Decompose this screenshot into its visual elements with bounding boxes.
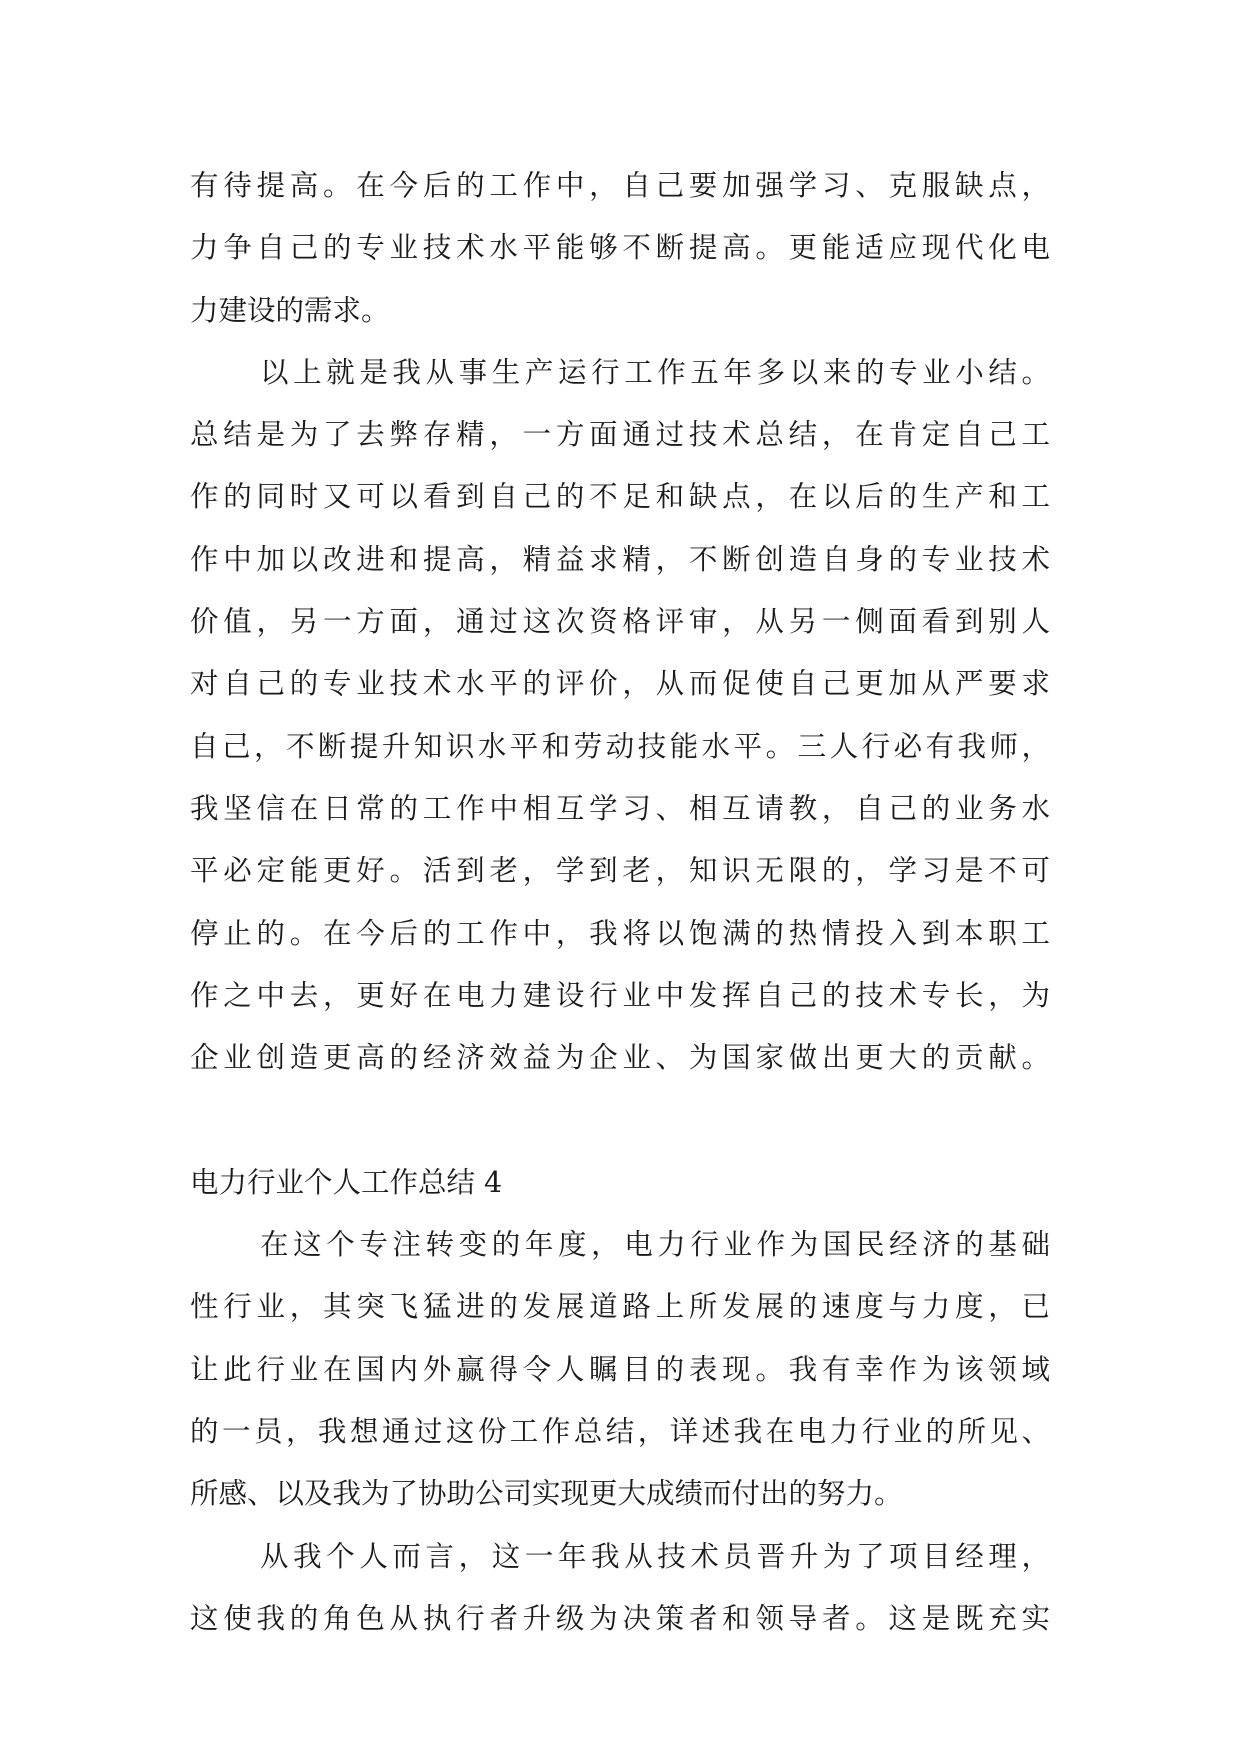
text-line: 性行业，其突飞猛进的发展道路上所发展的速度与力度，已: [190, 1290, 1050, 1324]
text-line: 这使我的角色从执行者升级为决策者和领导者。这是既充实: [190, 1601, 1050, 1635]
text-line: 平必定能更好。活到老，学到老，知识无限的，学习是不可: [190, 854, 1050, 888]
text-line: 作的同时又可以看到自己的不足和缺点，在以后的生产和工: [190, 480, 1050, 514]
text-line: 以上就是我从事生产运行工作五年多以来的专业小结。: [260, 355, 1050, 389]
text-line: 所感、以及我为了协助公司实现更大成绩而付出的努力。: [190, 1477, 903, 1511]
paragraph-personal: [190, 1526, 1050, 1651]
section-title: 电力行业个人工作总结 4: [190, 1165, 503, 1199]
text-line: 的一员，我想通过这份工作总结，详述我在电力行业的所见、: [190, 1414, 1050, 1448]
paragraph-continuation: [190, 155, 1050, 342]
paragraph-summary: [190, 342, 1050, 1090]
text-line: 力建设的需求。: [190, 293, 390, 327]
text-line: 对自己的专业技术水平的评价，从而促使自己更加从严要求: [190, 667, 1050, 701]
text-line: 让此行业在国内外赢得令人瞩目的表现。我有幸作为该领域: [190, 1352, 1050, 1386]
text-line: 在这个专注转变的年度，电力行业作为国民经济的基础: [260, 1228, 1050, 1262]
text-line: 从我个人而言，这一年我从技术员晋升为了项目经理，: [260, 1539, 1050, 1573]
text-line: 企业创造更高的经济效益为企业、为国家做出更大的贡献。: [190, 1041, 1050, 1075]
text-line: 总结是为了去弊存精，一方面通过技术总结，在肯定自己工: [190, 418, 1050, 452]
text-line: 作之中去，更好在电力建设行业中发挥自己的技术专长，为: [190, 978, 1050, 1012]
text-line: 力争自己的专业技术水平能够不断提高。更能适应现代化电: [190, 231, 1050, 265]
text-line: 价值，另一方面，通过这次资格评审，从另一侧面看到别人: [190, 605, 1050, 639]
document-body: [190, 155, 1050, 1650]
blank-line: [190, 1089, 1050, 1151]
text-line: 作中加以改进和提高，精益求精，不断创造自身的专业技术: [190, 542, 1050, 576]
text-line: 自己，不断提升知识水平和劳动技能水平。三人行必有我师，: [190, 729, 1050, 763]
text-line: 有待提高。在今后的工作中，自己要加强学习、克服缺点，: [190, 169, 1050, 202]
text-line: 停止的。在今后的工作中，我将以饱满的热情投入到本职工: [190, 916, 1050, 950]
text-line: 我坚信在日常的工作中相互学习、相互请教，自己的业务水: [190, 791, 1050, 825]
paragraph-intro: [190, 1214, 1050, 1525]
